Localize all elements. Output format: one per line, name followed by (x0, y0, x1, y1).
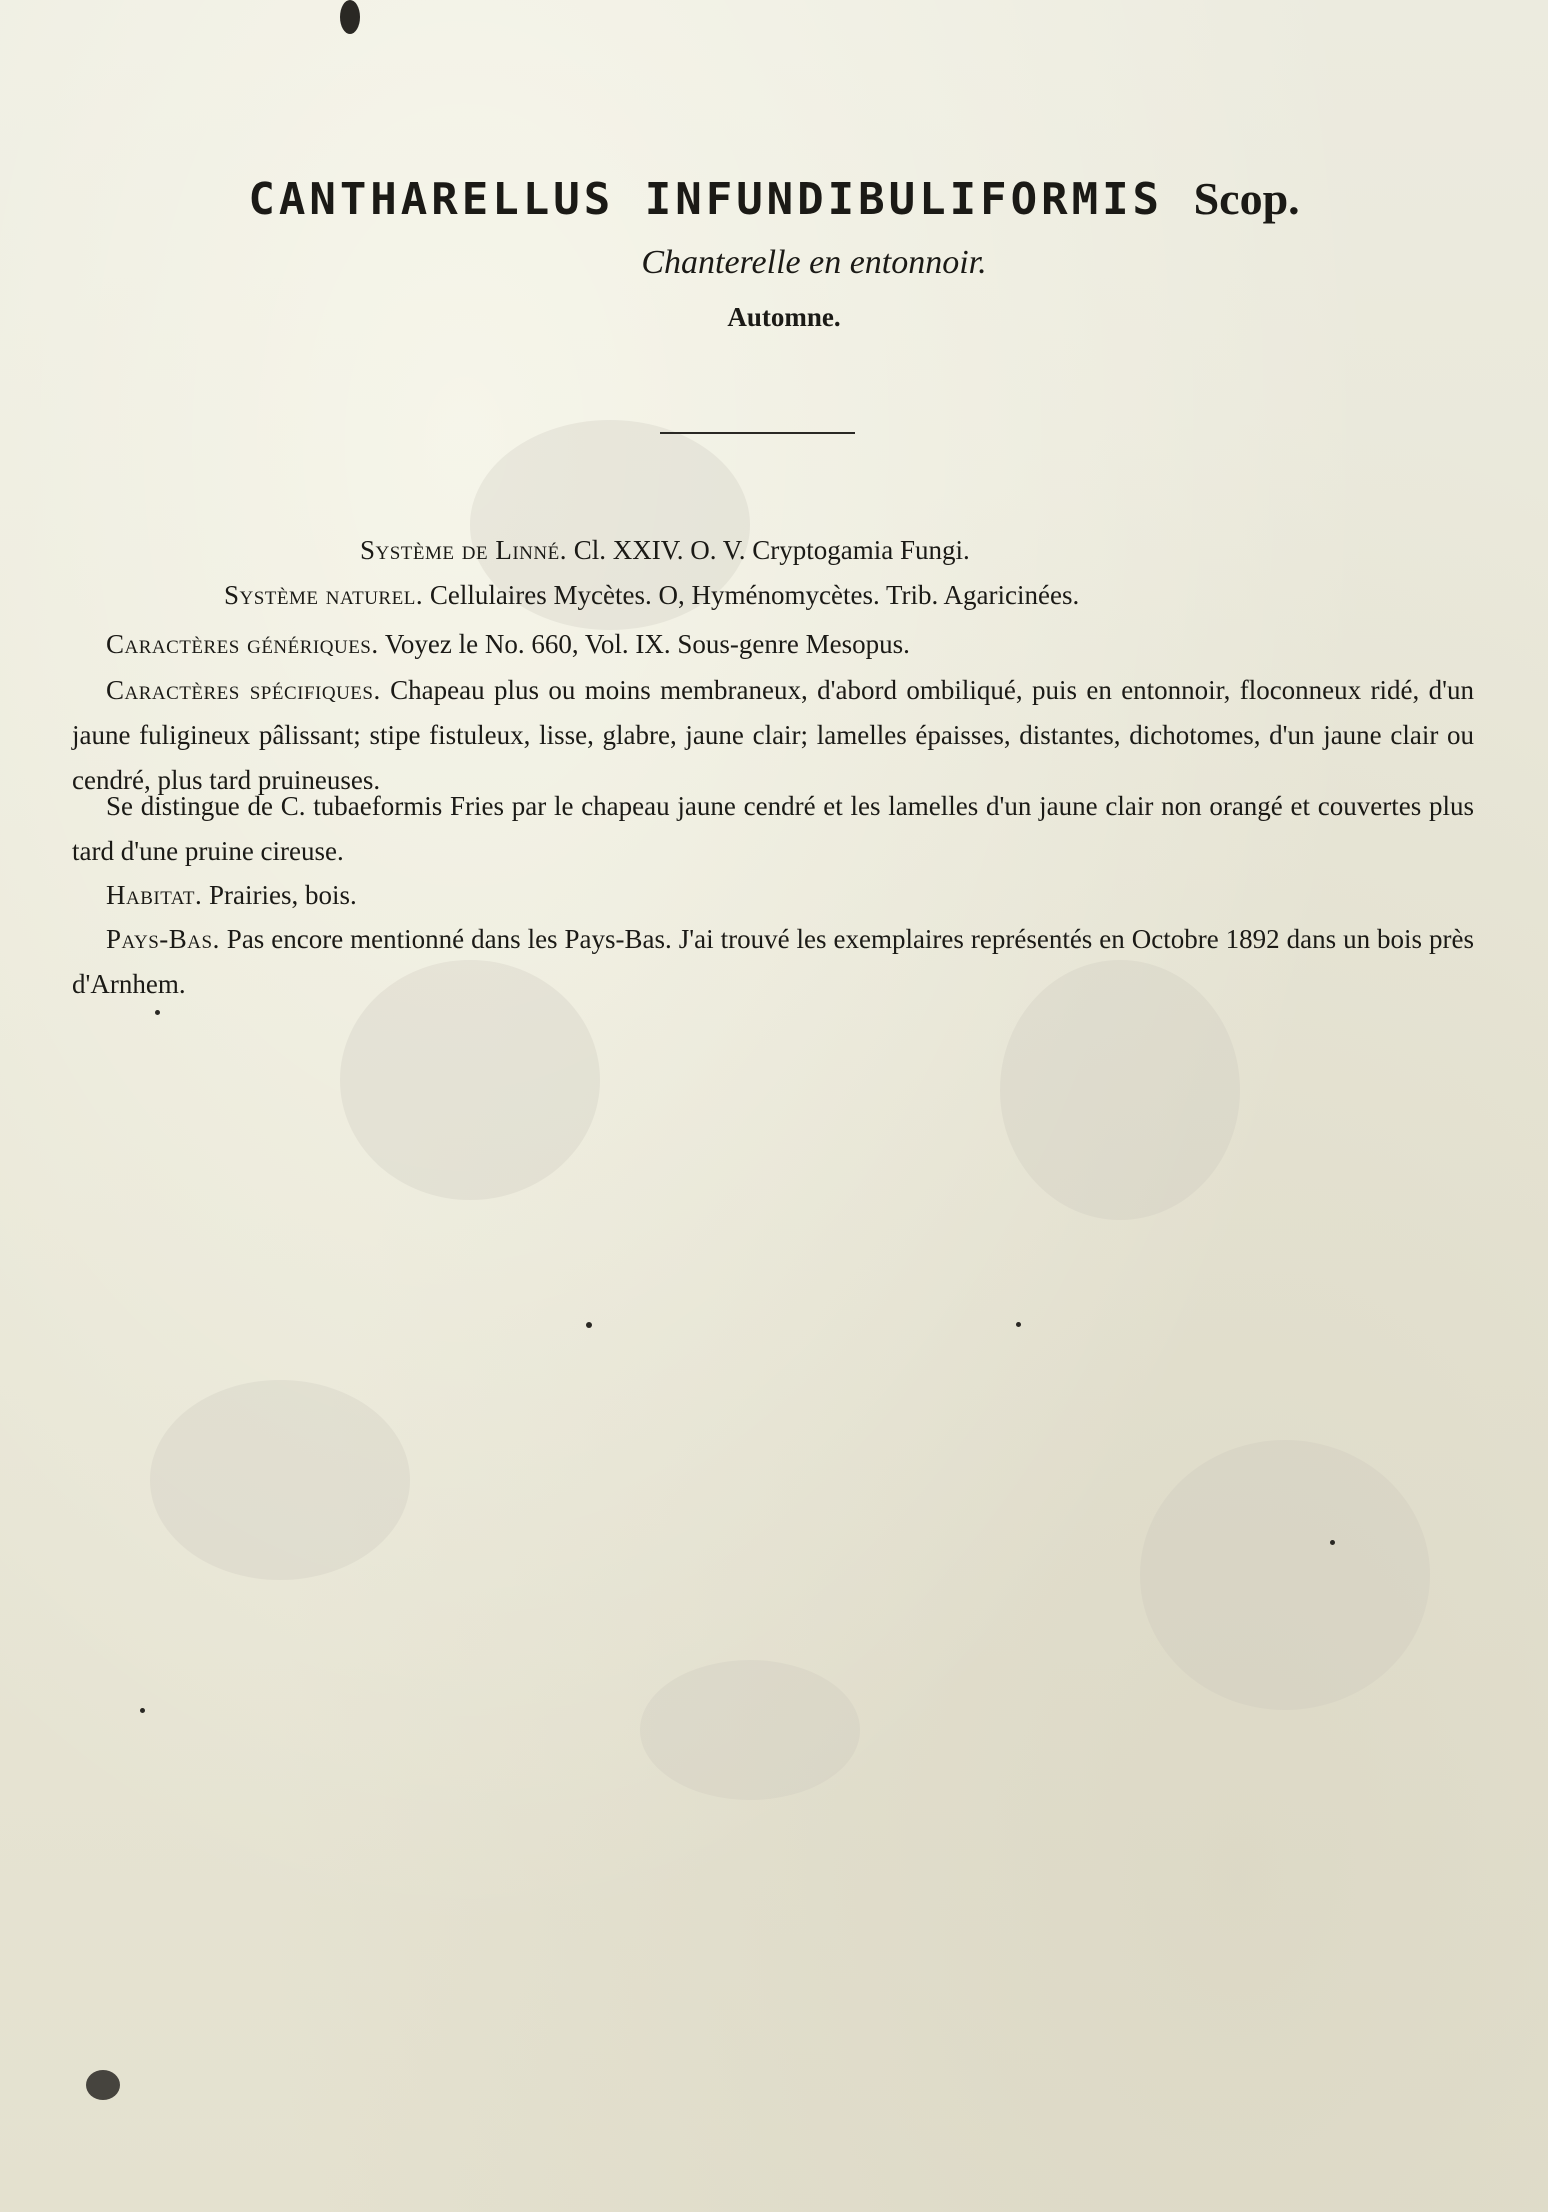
ink-speck (586, 1322, 592, 1328)
distinction-paragraph (72, 784, 1474, 874)
pays-bas-text: Pas encore mentionné dans les Pays-Bas. J'ai trouvé les exemplaires représentés en Octobre 1892 dans un bois près d'Arnhem. (72, 924, 1475, 999)
systeme-linne-label: Système de Linné. (360, 535, 567, 565)
ink-speck (1016, 1322, 1021, 1327)
systeme-naturel-text: Cellulaires Mycètes. O, Hyménomycètes. Trib. Agaricinées. (429, 580, 1080, 610)
ink-speck (1330, 1540, 1335, 1545)
pays-bas-label: Pays-Bas. (106, 924, 220, 954)
ink-speck (155, 1010, 160, 1015)
ink-speck (86, 2070, 120, 2100)
caracteres-specifiques (72, 668, 1474, 803)
distinction-text: Se distingue de C. tubaeformis Fries par le chapeau jaune cendré et les lamelles d'un jaune clair non orangé et couvertes plus tard d'une pruine cireuse. (72, 791, 1474, 866)
systeme-naturel (224, 573, 1079, 618)
caracteres-specifiques-text: Chapeau plus ou moins membraneux, d'abord ombiliqué, puis en entonnoir, floconneux ridé, d'un jaune fuligineux pâlissant; stipe fistuleux, lisse, glabre, jaune clair; lamelles épaisses, distantes, dichotomes, d'un jaune clair ou cendré, plus tard pruineuses. (72, 675, 1475, 795)
common-name: Chanterelle en entonnoir. (641, 244, 987, 281)
habitat-text: Prairies, bois. (209, 880, 357, 910)
species-title (0, 172, 1548, 225)
pays-bas (72, 917, 1474, 1007)
caracteres-specifiques-label: Caractères spécifiques. (106, 675, 381, 705)
season: Automne. (727, 302, 841, 332)
ink-speck (340, 0, 360, 34)
caracteres-generiques (106, 622, 910, 667)
author-abbreviation: Scop. (1193, 173, 1300, 224)
caracteres-generiques-label: Caractères génériques. (106, 629, 379, 659)
bleed-through-stain (150, 1380, 410, 1580)
habitat-label: Habitat. (106, 880, 203, 910)
systeme-linne-text: Cl. XXIV. O. V. Cryptogamia Fungi. (573, 535, 970, 565)
genus-species-name: CANTHARELLUS INFUNDIBULIFORMIS (248, 174, 1164, 225)
systeme-linne (360, 528, 970, 573)
caracteres-generiques-text: Voyez le No. 660, Vol. IX. Sous-genre Mesopus. (384, 629, 910, 659)
section-divider (660, 432, 855, 434)
bleed-through-stain (640, 1660, 860, 1800)
bleed-through-stain (1140, 1440, 1430, 1710)
ink-speck (140, 1708, 145, 1713)
habitat (106, 873, 357, 918)
systeme-naturel-label: Système naturel. (224, 580, 424, 610)
